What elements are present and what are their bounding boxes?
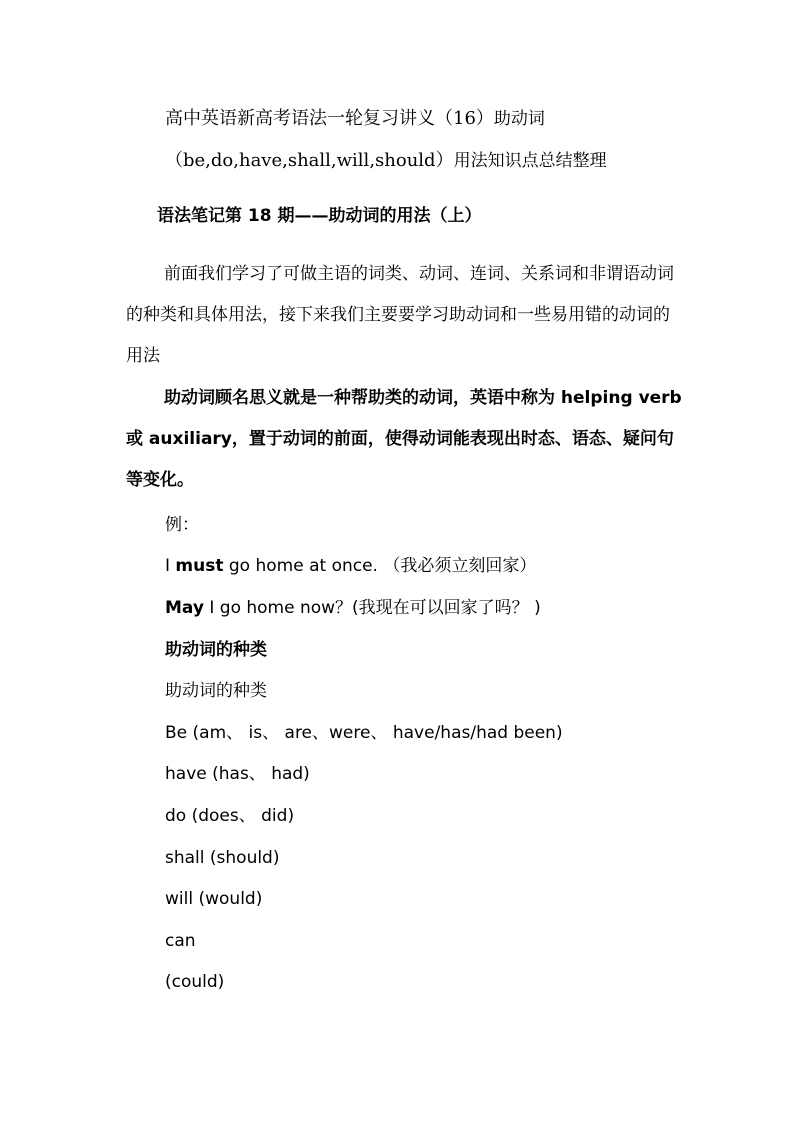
types-list-item: have (has、 had): [165, 764, 310, 784]
types-list-item: will (would): [165, 889, 263, 909]
types-list-item: can: [165, 931, 196, 951]
types-heading: 助动词的种类: [165, 640, 267, 660]
title-line-1-main: 高中英语新高考语法一轮复习讲义（16）: [165, 108, 494, 129]
types-list-item: shall (should): [165, 848, 280, 868]
types-list-item: do (does、 did): [165, 806, 295, 826]
example-1-rest: go home at once. （我必须立刻回家）: [223, 556, 537, 576]
example-1-pre: I: [165, 556, 176, 576]
document-title-line-2: [165, 149, 607, 173]
section-heading: 语法笔记第 18 期——助动词的用法（上）: [157, 206, 482, 226]
example-1-bold: must: [175, 556, 224, 576]
definition-paragraph: 助动词顾名思义就是一种帮助类的动词，英语中称为 helping verb 或 auxiliary，置于动词的前面，使得动词能表现出时态、语态、疑问句等变化。: [126, 388, 682, 490]
types-list-item: (could): [165, 972, 225, 992]
intro-paragraph: 前面我们学习了可做主语的词类、动词、连词、关系词和非谓语动词的种类和具体用法，接下来我们主要要学习助动词和一些易用错的动词的用法: [126, 264, 674, 366]
types-subheading: 助动词的种类: [165, 681, 267, 701]
example-sentence-2: [165, 596, 541, 620]
document-title-line-1: [165, 107, 545, 131]
example-label: 例：: [165, 515, 199, 535]
example-sentence-1: [165, 554, 536, 578]
example-2-bold: May: [165, 598, 204, 618]
types-list-item: Be (am、 is、 are、were、 have/has/had been): [165, 723, 563, 743]
title-line-2-main: （be,do,have,shall,will,should）: [165, 150, 454, 171]
example-2-rest: I go home now？(我现在可以回家了吗？ ): [203, 598, 541, 618]
title-line-1-tail: 助动词: [493, 109, 545, 129]
title-line-2-tail: 用法知识点总结整理: [453, 151, 607, 171]
